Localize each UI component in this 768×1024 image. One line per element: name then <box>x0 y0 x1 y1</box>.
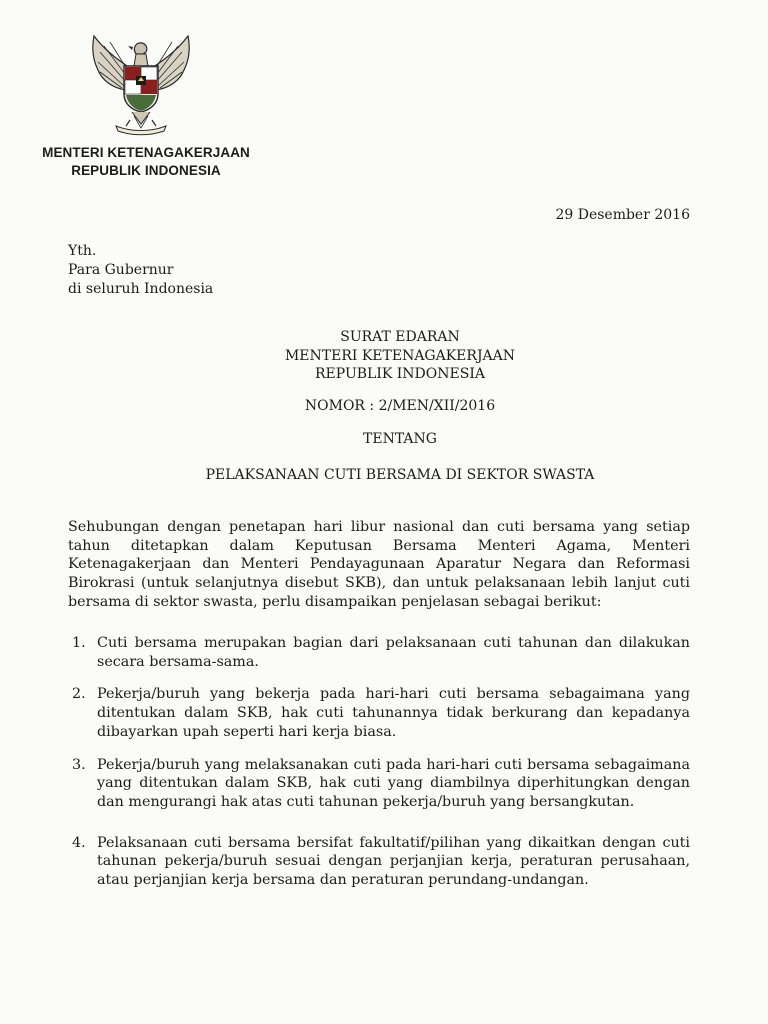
list-item-text: Pekerja/buruh yang bekerja pada hari-hari cuti bersama sebagaimana yang ditentukan dalam SKB, hak cuti tahunannya tidak berkurang dan kepadanya dibayarkan upah seperti hari kerja biasa. <box>97 686 690 740</box>
list-item <box>68 834 690 890</box>
recipient-name: Para Gubernur <box>68 262 174 278</box>
numbered-list <box>68 634 690 904</box>
list-item-number: 2. <box>72 686 86 703</box>
list-item-text: Pekerja/buruh yang melaksanakan cuti pada hari-hari cuti bersama sebagaimana yang ditentukan dalam SKB, hak cuti yang diambilnya diperhitungkan dengan dan mengurangi hak atas cuti tahunan pekerja/buruh yang bersangkutan. <box>97 756 690 810</box>
title-line-2: MENTERI KETENAGAKERJAAN <box>284 347 516 364</box>
recipient-block <box>68 242 213 299</box>
title-line-3: REPUBLIK INDONESIA <box>315 366 485 382</box>
recipient-salutation: Yth. <box>68 243 97 259</box>
list-item-number: 1. <box>72 635 86 651</box>
list-item-number: 4. <box>72 834 86 851</box>
list-item <box>68 685 690 741</box>
ministry-header <box>28 144 264 180</box>
list-item <box>68 634 690 671</box>
document-title <box>0 328 768 384</box>
about-label: TENTANG <box>363 431 437 447</box>
country-name: REPUBLIK INDONESIA <box>71 163 221 178</box>
ministry-name: MENTERI KETENAGAKERJAAN <box>42 145 250 160</box>
letter-date: 29 Desember 2016 <box>555 207 690 223</box>
list-item-text: Cuti bersama merupakan bagian dari pelaksanaan cuti tahunan dan dilakukan secara bersama-sama. <box>97 635 690 670</box>
title-line-1: SURAT EDARAN <box>340 329 460 345</box>
recipient-location: di seluruh Indonesia <box>68 281 214 297</box>
document-number: NOMOR : 2/MEN/XII/2016 <box>304 398 496 414</box>
list-item-text: Pelaksanaan cuti bersama bersifat fakultatif/pilihan yang dikaitkan dengan cuti tahunan pekerja/buruh sesuai dengan perjanjian kerja, peraturan perusahaan, atau perjanjian kerja bersama dan peraturan perundang-undangan. <box>97 834 690 889</box>
garuda-emblem-icon <box>86 32 196 138</box>
intro-paragraph: Sehubungan dengan penetapan hari libur nasional dan cuti bersama yang setiap tahun ditetapkan dalam Keputusan Bersama Menteri Agama, Menteri Ketenagakerjaan dan Menteri Pendayagunaan Aparatur Negara dan Reformasi Birokrasi (untuk selanjutnya disebut SKB), dan untuk pelaksanaan lebih lanjut cuti bersama di sektor swasta, perlu disampaikan penjelasan sebagai berikut: <box>68 519 690 610</box>
document-subject: PELAKSANAAN CUTI BERSAMA DI SEKTOR SWASTA <box>205 467 595 483</box>
list-item-number: 3. <box>72 756 86 773</box>
list-item <box>68 756 690 812</box>
